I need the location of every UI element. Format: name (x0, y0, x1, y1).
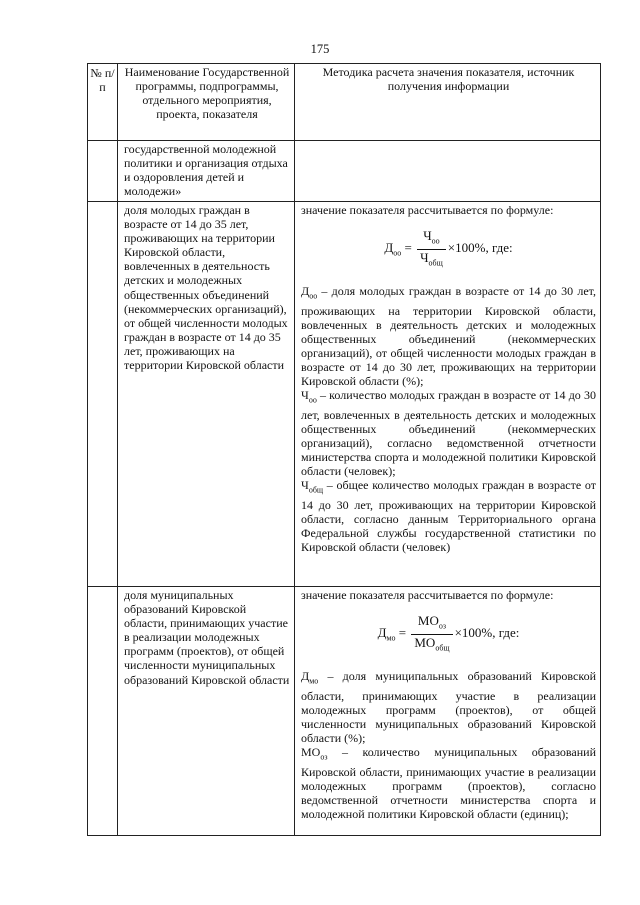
row-number-cell (88, 141, 118, 202)
formula-eq: = (398, 625, 407, 641)
definition-symbol-sub: мо (309, 676, 319, 686)
definition-symbol-sub: оо (309, 291, 318, 301)
formula-lhs-sub: оо (393, 248, 402, 258)
definition-text: – доля молодых граждан в возрасте от 14 до 30 лет, проживающих на территории Кировской области, вовлеченных в деятельность детских и молодежных общественных объединений (некоммерческих организаций), от общей численности молодых граждан в возрасте от 14 до 30 лет, проживающих на территории Кировской области (%); (301, 284, 596, 389)
definition-text: – общее количество молодых граждан в возрасте от 14 до 30 лет, проживающих на территории Кировской области, согласно данным Территориального органа Федеральной службы государственной статистики по Кировской области (человек) (301, 478, 596, 555)
formula-intro: значение показателя рассчитывается по формуле: (301, 588, 554, 602)
row-method-cell (295, 587, 601, 836)
definition (301, 284, 596, 388)
formula-numerator-sub: оо (431, 236, 440, 246)
definition-symbol: Ч (301, 388, 309, 403)
definition (301, 478, 596, 554)
formula-numerator-sub: оз (438, 621, 447, 631)
page-number: 175 (310, 42, 330, 56)
definition-symbol-sub: оз (320, 752, 328, 762)
definition-symbol-sub: общ (308, 485, 324, 495)
formula-denominator-sub: общ (435, 643, 450, 653)
table-header-row (88, 64, 601, 141)
definition-symbol: МО (301, 745, 321, 760)
formula (301, 228, 596, 270)
row-number-cell (88, 202, 118, 587)
row-number-cell (88, 587, 118, 836)
table-row (88, 141, 601, 202)
header-name: Наименование Государственной программы, подпрограммы, отдельного мероприятия, проекта, показателя (118, 64, 295, 141)
definition-text: – количество муниципальных образований Кировской области, принимающих участие в реализации молодежных программ (проектов), согласно ведомственной отчетности министерства спорта и молодежной политики Кировской области (единиц); (301, 745, 596, 821)
indicators-table (87, 63, 601, 836)
formula-rest: ×100%, где: (447, 240, 513, 256)
row-method-cell (295, 202, 601, 587)
definition-text: – количество молодых граждан в возрасте от 14 до 30 лет, вовлеченных в деятельность детских и молодежных общественных объединений (некоммерческих организаций), согласно ведомственной отчетности министерства спорта и молодежной политики Кировской области (человек); (301, 388, 596, 479)
formula-eq: = (404, 240, 412, 256)
formula-rest: ×100%, где: (454, 625, 520, 641)
table-row (88, 587, 601, 836)
header-method: Методика расчета значения показателя, источник получения информации (295, 64, 601, 141)
definition-symbol: Д (301, 284, 310, 299)
formula (301, 613, 596, 655)
formula-fraction (411, 613, 452, 655)
definition (301, 745, 596, 821)
formula-numerator: МО (417, 613, 439, 629)
row-name-cell: государственной молодежной политики и организация отдыха и оздоровления детей и молодежи» (118, 141, 295, 202)
formula-denominator-sub: общ (428, 258, 443, 268)
formula-denominator: МО (414, 634, 436, 650)
formula-lhs: Д (384, 240, 394, 256)
formula-lhs: Д (377, 625, 387, 641)
table-row (88, 202, 601, 587)
definition-symbol-sub: оо (308, 395, 317, 405)
formula-denominator: Ч (420, 249, 429, 265)
definition-symbol: Ч (301, 478, 309, 493)
formula-lhs-sub: мо (386, 633, 396, 643)
formula-fraction (417, 228, 446, 270)
definition-text: – доля муниципальных образований Кировской области, принимающих участие в реализации молодежных программ (проектов), от общей численности муниципальных образований Кировской области (%); (301, 669, 596, 746)
definition (301, 669, 596, 745)
formula-intro: значение показателя рассчитывается по формуле: (301, 203, 554, 217)
row-name-cell: доля молодых граждан в возрасте от 14 до 35 лет, проживающих на территории Кировской области, вовлеченных в деятельность детских и молодежных общественных объединений (некоммерческих организаций), от общей численности молодых граждан в возрасте от 14 до 35 лет, проживающих на территории Кировской области (118, 202, 295, 587)
definition (301, 388, 596, 478)
row-method-cell (295, 141, 601, 202)
row-name-cell: доля муниципальных образований Кировской области, принимающих участие в реализации молодежных программ (проектов), от общей численности муниципальных образований Кировской области (118, 587, 295, 836)
formula-numerator: Ч (423, 228, 432, 244)
definition-symbol: Д (301, 669, 310, 684)
header-number: № п/п (88, 64, 118, 141)
